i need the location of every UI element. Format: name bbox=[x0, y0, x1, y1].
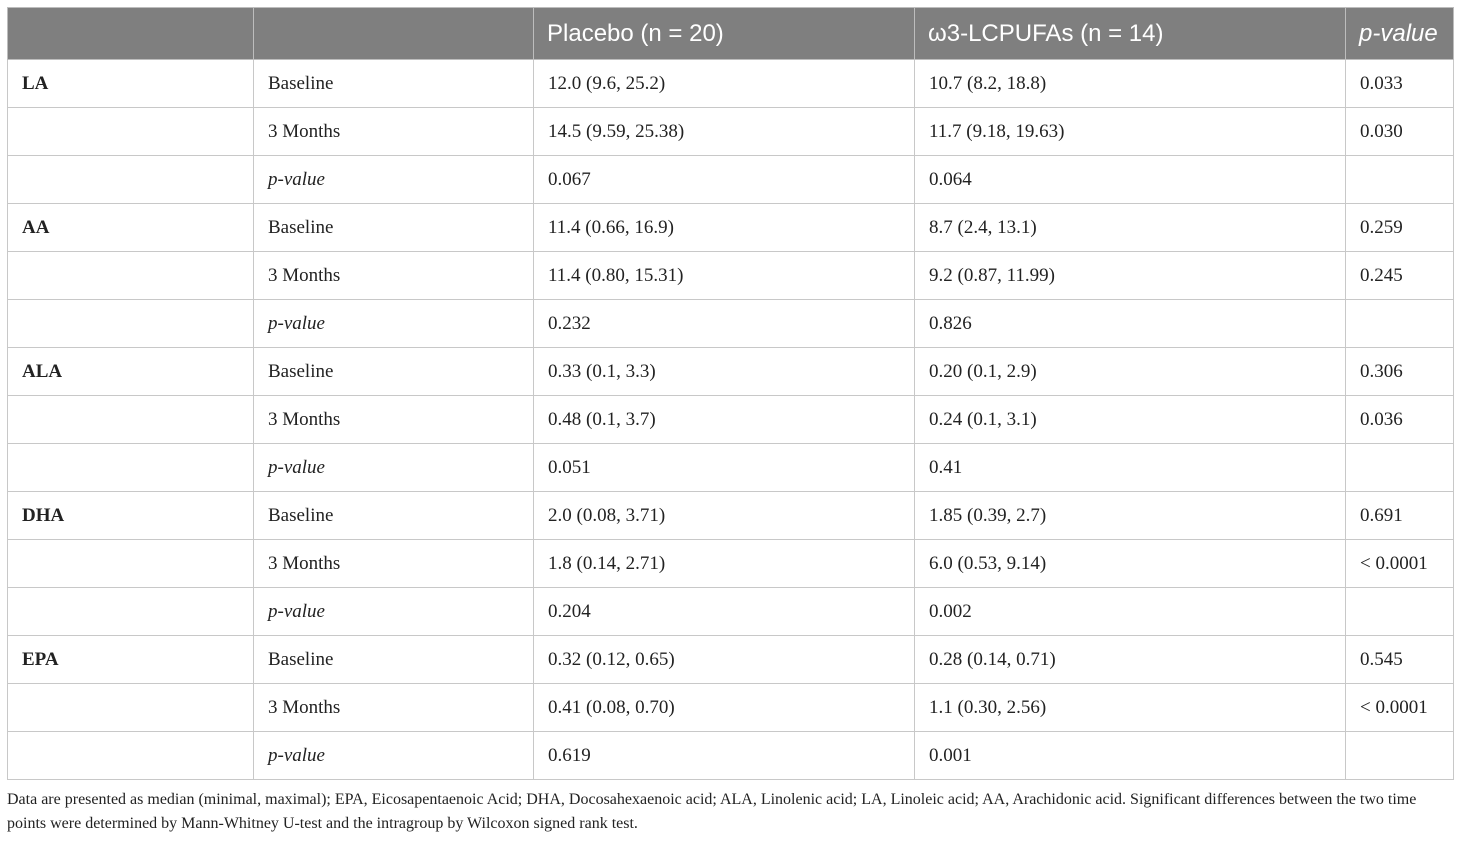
row-placebo-value: 11.4 (0.80, 15.31) bbox=[534, 252, 915, 300]
table-row bbox=[8, 636, 1454, 684]
table-row bbox=[8, 156, 1454, 204]
row-p-value: 0.036 bbox=[1346, 396, 1454, 444]
table-footnote: Data are presented as median (minimal, maximal); EPA, Eicosapentaenoic Acid; DHA, Docosahexaenoic acid; ALA, Linolenic acid; LA, Linoleic acid; AA, Arachidonic acid. Significant differences between the two time points were determined by Mann-Whitney U-test and the intragroup by Wilcoxon signed rank test. bbox=[7, 791, 1417, 832]
row-omega3-value: 0.001 bbox=[915, 732, 1346, 780]
row-omega3-value: 11.7 (9.18, 19.63) bbox=[915, 108, 1346, 156]
row-placebo-value: 0.067 bbox=[534, 156, 915, 204]
table-row bbox=[8, 588, 1454, 636]
row-placebo-value: 0.619 bbox=[534, 732, 915, 780]
row-timepoint: 3 Months bbox=[254, 108, 534, 156]
row-omega3-value: 0.064 bbox=[915, 156, 1346, 204]
row-omega3-value: 0.28 (0.14, 0.71) bbox=[915, 636, 1346, 684]
table-row bbox=[8, 300, 1454, 348]
table-row bbox=[8, 108, 1454, 156]
row-timepoint: p-value bbox=[254, 156, 534, 204]
row-p-value bbox=[1346, 444, 1454, 492]
table-header bbox=[8, 8, 1454, 60]
row-placebo-value: 14.5 (9.59, 25.38) bbox=[534, 108, 915, 156]
table-row bbox=[8, 492, 1454, 540]
row-group-label bbox=[8, 684, 254, 732]
header-group bbox=[8, 8, 254, 60]
row-group-label bbox=[8, 252, 254, 300]
row-group-label bbox=[8, 588, 254, 636]
row-group-label: AA bbox=[8, 204, 254, 252]
row-omega3-value: 8.7 (2.4, 13.1) bbox=[915, 204, 1346, 252]
row-omega3-value: 10.7 (8.2, 18.8) bbox=[915, 60, 1346, 108]
row-timepoint: p-value bbox=[254, 588, 534, 636]
table-row bbox=[8, 732, 1454, 780]
row-p-value: 0.545 bbox=[1346, 636, 1454, 684]
row-timepoint: Baseline bbox=[254, 492, 534, 540]
row-p-value: 0.245 bbox=[1346, 252, 1454, 300]
table-row bbox=[8, 396, 1454, 444]
row-group-label bbox=[8, 396, 254, 444]
row-placebo-value: 12.0 (9.6, 25.2) bbox=[534, 60, 915, 108]
row-group-label: EPA bbox=[8, 636, 254, 684]
header-placebo: Placebo (n = 20) bbox=[534, 8, 915, 60]
row-omega3-value: 0.24 (0.1, 3.1) bbox=[915, 396, 1346, 444]
row-placebo-value: 1.8 (0.14, 2.71) bbox=[534, 540, 915, 588]
table-row bbox=[8, 60, 1454, 108]
row-omega3-value: 6.0 (0.53, 9.14) bbox=[915, 540, 1346, 588]
row-group-label bbox=[8, 300, 254, 348]
row-placebo-value: 0.41 (0.08, 0.70) bbox=[534, 684, 915, 732]
row-group-label bbox=[8, 444, 254, 492]
fatty-acid-table bbox=[7, 7, 1454, 780]
row-placebo-value: 0.051 bbox=[534, 444, 915, 492]
row-timepoint: p-value bbox=[254, 732, 534, 780]
row-omega3-value: 0.41 bbox=[915, 444, 1346, 492]
header-p-value: p-value bbox=[1346, 8, 1454, 60]
row-p-value: 0.030 bbox=[1346, 108, 1454, 156]
row-placebo-value: 0.232 bbox=[534, 300, 915, 348]
header-row bbox=[8, 8, 1454, 60]
row-omega3-value: 0.002 bbox=[915, 588, 1346, 636]
row-omega3-value: 9.2 (0.87, 11.99) bbox=[915, 252, 1346, 300]
row-omega3-value: 0.826 bbox=[915, 300, 1346, 348]
table-row bbox=[8, 540, 1454, 588]
row-group-label: LA bbox=[8, 60, 254, 108]
row-omega3-value: 1.1 (0.30, 2.56) bbox=[915, 684, 1346, 732]
row-timepoint: 3 Months bbox=[254, 396, 534, 444]
row-timepoint: 3 Months bbox=[254, 252, 534, 300]
row-group-label bbox=[8, 108, 254, 156]
row-group-label bbox=[8, 156, 254, 204]
row-p-value: 0.691 bbox=[1346, 492, 1454, 540]
table-row bbox=[8, 684, 1454, 732]
table-row bbox=[8, 252, 1454, 300]
row-placebo-value: 0.204 bbox=[534, 588, 915, 636]
row-group-label bbox=[8, 732, 254, 780]
row-p-value: < 0.0001 bbox=[1346, 684, 1454, 732]
row-p-value bbox=[1346, 300, 1454, 348]
row-timepoint: Baseline bbox=[254, 60, 534, 108]
row-p-value: 0.259 bbox=[1346, 204, 1454, 252]
table-row bbox=[8, 348, 1454, 396]
header-omega3: ω3-LCPUFAs (n = 14) bbox=[915, 8, 1346, 60]
row-timepoint: 3 Months bbox=[254, 540, 534, 588]
table-body bbox=[8, 60, 1454, 780]
row-placebo-value: 0.33 (0.1, 3.3) bbox=[534, 348, 915, 396]
row-timepoint: Baseline bbox=[254, 636, 534, 684]
row-timepoint: 3 Months bbox=[254, 684, 534, 732]
row-group-label: DHA bbox=[8, 492, 254, 540]
row-timepoint: p-value bbox=[254, 444, 534, 492]
row-placebo-value: 11.4 (0.66, 16.9) bbox=[534, 204, 915, 252]
table-row bbox=[8, 444, 1454, 492]
row-omega3-value: 1.85 (0.39, 2.7) bbox=[915, 492, 1346, 540]
row-group-label: ALA bbox=[8, 348, 254, 396]
row-p-value bbox=[1346, 732, 1454, 780]
table-row bbox=[8, 204, 1454, 252]
table-container bbox=[7, 7, 1453, 836]
row-timepoint: Baseline bbox=[254, 348, 534, 396]
row-timepoint: Baseline bbox=[254, 204, 534, 252]
row-placebo-value: 2.0 (0.08, 3.71) bbox=[534, 492, 915, 540]
row-p-value bbox=[1346, 156, 1454, 204]
row-timepoint: p-value bbox=[254, 300, 534, 348]
row-placebo-value: 0.32 (0.12, 0.65) bbox=[534, 636, 915, 684]
row-p-value bbox=[1346, 588, 1454, 636]
row-p-value: 0.306 bbox=[1346, 348, 1454, 396]
header-timepoint bbox=[254, 8, 534, 60]
row-placebo-value: 0.48 (0.1, 3.7) bbox=[534, 396, 915, 444]
row-group-label bbox=[8, 540, 254, 588]
row-p-value: 0.033 bbox=[1346, 60, 1454, 108]
row-p-value: < 0.0001 bbox=[1346, 540, 1454, 588]
row-omega3-value: 0.20 (0.1, 2.9) bbox=[915, 348, 1346, 396]
